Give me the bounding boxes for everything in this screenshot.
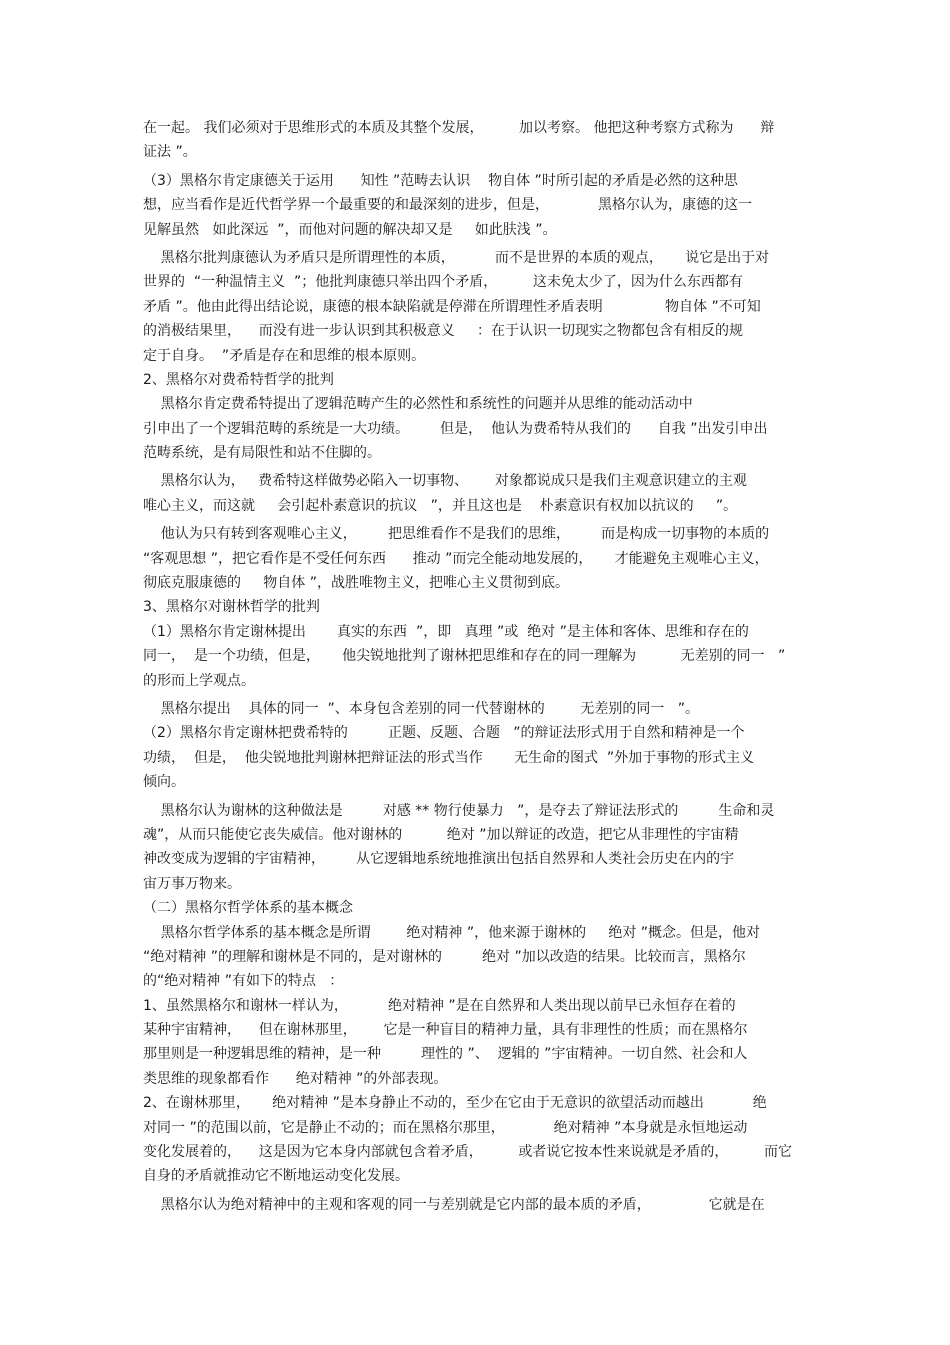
- text-line: 在一起。 我们必须对于思维形式的本质及其整个发展， 加以考察。 他把这种考察方式称为 辩: [143, 120, 775, 136]
- section-heading: 2、黑格尔对费希特哲学的批判: [143, 371, 334, 388]
- text-line: 宙万事万物来。: [143, 875, 241, 892]
- text-line: 自身的矛盾就推动它不断地运动变化发展。: [143, 1168, 409, 1185]
- text-line: 的“绝对精神 ”有如下的特点 ：: [143, 973, 344, 990]
- text-line: 彻底克服康德的 物自体 ”，战胜唯物主义，把唯心主义贯彻到底。: [143, 575, 569, 592]
- text-line: 黑格尔认为绝对精神中的主观和客观的同一与差别就是它内部的最本质的矛盾， 它就是在: [143, 1196, 765, 1213]
- text-line: 某种宇宙精神， 但在谢林那里， 它是一种盲目的精神力量，具有非理性的性质；而在黑格尔: [143, 1022, 748, 1039]
- text-line: 黑格尔哲学体系的基本概念是所谓 绝对精神 ”，他来源于谢林的 绝对 ”概念。但是，他对: [143, 924, 761, 941]
- section-heading: 3、黑格尔对谢林哲学的批判: [143, 599, 320, 616]
- text-line: 2、在谢林那里， 绝对精神 ”是本身静止不动的，至少在它由于无意识的欲望活动而越出 绝: [143, 1095, 767, 1112]
- text-line: 变化发展着的， 这是因为它本身内部就包含着矛盾， 或者说它按本性来说就是矛盾的， 而它: [143, 1144, 793, 1161]
- section-heading: （二）黑格尔哲学体系的基本概念: [143, 900, 353, 917]
- text-line: 证法 ”。: [143, 144, 197, 161]
- text-line: 倾向。: [143, 774, 185, 791]
- text-line: 对同一 ”的范围以前，它是静止不动的；而在黑格尔那里， 绝对精神 ”本身就是永恒地运动: [143, 1119, 748, 1136]
- text-line: 黑格尔提出 具体的同一 ”、本身包含差别的同一代替谢林的 无差别的同一 ”。: [143, 700, 699, 717]
- text-line: 黑格尔认为谢林的这种做法是 对感 ** 物行使暴力 ”，是夺去了辩证法形式的 生命和灵: [143, 802, 775, 819]
- text-line: 神改变成为逻辑的宇宙精神， 从它逻辑地系统地推演出包括自然界和人类社会历史在内的宇: [143, 851, 735, 868]
- text-line: 引申出了一个逻辑范畴的系统是一大功绩。 但是， 他认为费希特从我们的 自我 ”出发引申出: [143, 420, 768, 437]
- text-line: 黑格尔认为， 费希特这样做势必陷入一切事物、 对象都说成只是我们主观意识建立的主观: [143, 473, 747, 490]
- text-line: （2）黑格尔肯定谢林把费希特的 正题、反题、合题 ”的辩证法形式用于自然和精神是一个: [143, 725, 745, 742]
- text-line: 那里则是一种逻辑思维的精神，是一种 理性的 ”、 逻辑的 ”宇宙精神。一切自然、社会和人: [143, 1046, 748, 1063]
- text-line: 想，应当看作是近代哲学界一个最重要的和最深刻的进步，但是， 黑格尔认为，康德的这一: [143, 197, 752, 214]
- text-line: 类思维的现象都看作 绝对精神 ”的外部表现。: [143, 1070, 448, 1087]
- text-line: 的消极结果里， 而没有进一步认识到其积极意义 ：在于认识一切现实之物都包含有相反的规: [143, 323, 744, 340]
- text-line: （3）黑格尔肯定康德关于运用 知性 ”范畴去认识 物自体 ”时所引起的矛盾是必然的这种思: [143, 172, 738, 189]
- text-line: 魂”，从而只能使它丧失威信。他对谢林的 绝对 ”加以辩证的改造，把它从非理性的宇宙精: [143, 826, 739, 843]
- text-line: 黑格尔批判康德认为矛盾只是所谓理性的本质， 而不是世界的本质的观点， 说它是出于对: [143, 249, 770, 266]
- text-line: 定于自身。 ”矛盾是存在和思维的根本原则。: [143, 347, 426, 364]
- text-line: 见解虽然 如此深远 ”，而他对问题的解决却又是 如此肤浅 ”。: [143, 221, 557, 238]
- document-body: [143, 116, 823, 1217]
- text-line: 1、虽然黑格尔和谢林一样认为， 绝对精神 ”是在自然界和人类出现以前早已永恒存在着的: [143, 997, 736, 1014]
- text-line: 功绩， 但是， 他尖锐地批判谢林把辩证法的形式当作 无生命的图式 ”外加于事物的形式主义: [143, 749, 755, 766]
- text-line: 的形而上学观点。: [143, 672, 255, 689]
- text-line: 唯心主义，而这就 会引起朴素意识的抗议 ”，并且这也是 朴素意识有权加以抗议的 ”。: [143, 497, 738, 514]
- text-line: 同一， 是一个功绩，但是， 他尖锐地批判了谢林把思维和存在的同一理解为 无差别的同一 ”: [143, 648, 786, 665]
- text-line: 黑格尔肯定费希特提出了逻辑范畴产生的必然性和系统性的问题并从思维的能动活动中: [143, 396, 693, 413]
- text-line: “客观思想 ”，把它看作是不受任何东西 推动 ”而完全能动地发展的， 才能避免主观唯心主义，: [143, 550, 769, 567]
- text-line: 世界的 “一种温情主义 ”；他批判康德只举出四个矛盾， 这未免太少了，因为什么东西都有: [143, 274, 743, 291]
- text-line: 范畴系统，是有局限性和站不住脚的。: [143, 445, 381, 462]
- text-line: 矛盾 ”。他由此得出结论说，康德的根本缺陷就是停滞在所谓理性矛盾表明 物自体 ”不可知: [143, 298, 761, 315]
- text-line: “绝对精神 ”的理解和谢林是不同的，是对谢林的 绝对 ”加以改造的结果。比较而言，黑格尔: [143, 948, 746, 965]
- text-line: （1）黑格尔肯定谢林提出 真实的东西 ”，即 真理 ”或 绝对 ”是主体和客体、思维和存在的: [143, 623, 749, 640]
- text-line: 他认为只有转到客观唯心主义， 把思维看作不是我们的思维， 而是构成一切事物的本质的: [143, 526, 770, 543]
